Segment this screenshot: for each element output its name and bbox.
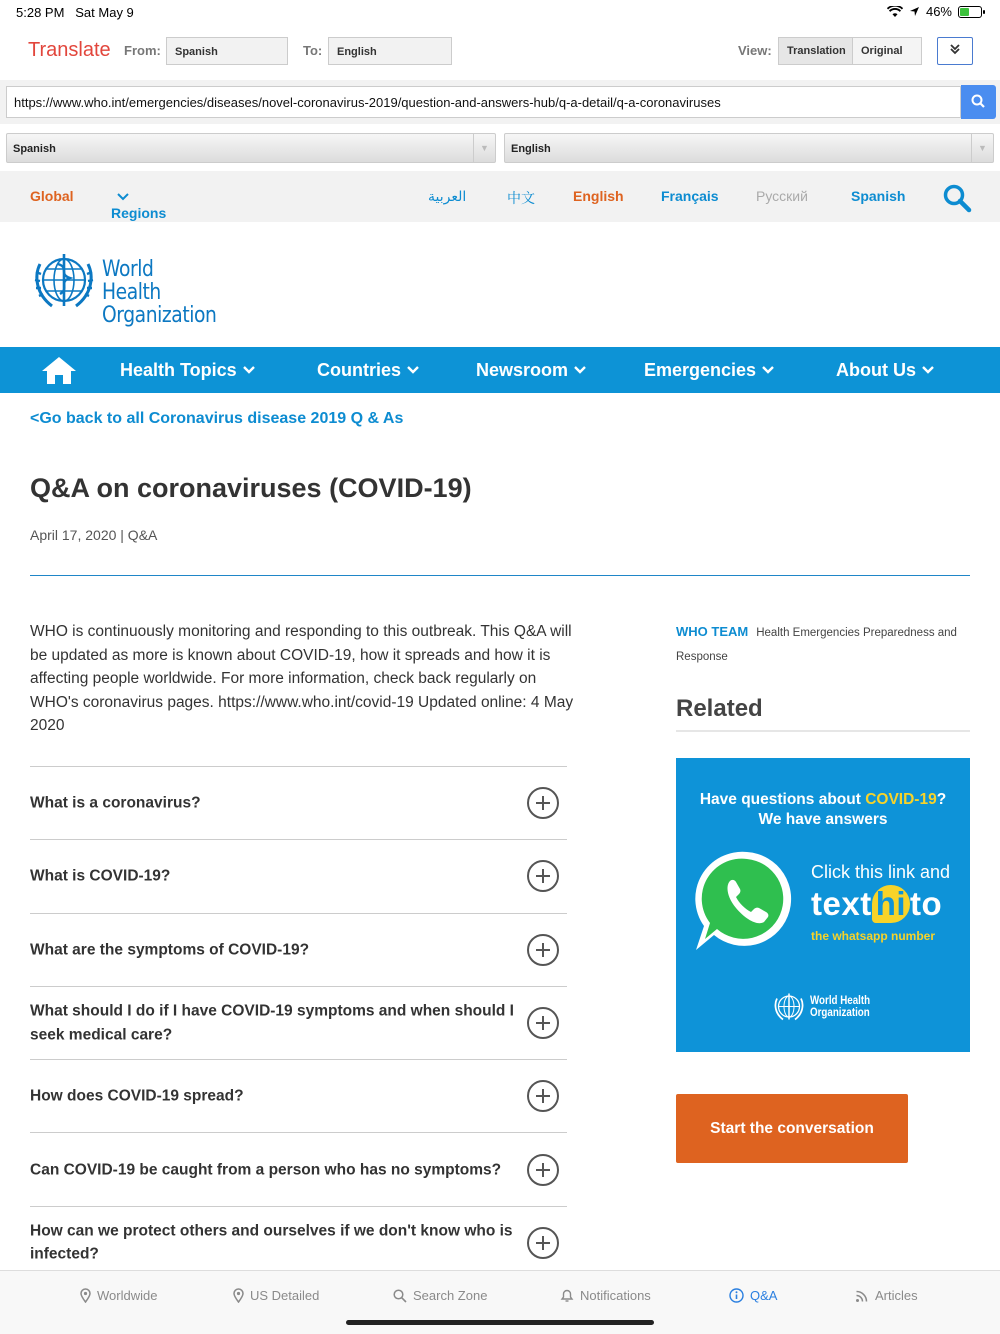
status-date: Sat May 9 (75, 5, 134, 20)
logo-text (102, 258, 216, 327)
nav-countries-label: Countries (317, 360, 402, 380)
chevron-down-icon (922, 366, 934, 374)
qa-item[interactable] (30, 1206, 567, 1279)
tab-worldwide[interactable] (80, 1288, 157, 1303)
qa-item[interactable] (30, 913, 567, 986)
target-language-value: English (511, 143, 551, 155)
bell-icon (560, 1288, 574, 1303)
nav-countries[interactable] (317, 360, 419, 381)
chevron-down-icon: ▼ (473, 134, 495, 162)
article-meta: April 17, 2020 | Q&A (30, 527, 158, 543)
promo-heading (676, 790, 970, 830)
chevron-down-icon (117, 193, 129, 201)
map-pin-icon (233, 1288, 244, 1303)
wifi-icon (887, 6, 903, 18)
promo-q2: We have answers (758, 811, 888, 828)
language-select-row (0, 130, 1000, 166)
location-icon (909, 6, 920, 17)
qa-item[interactable] (30, 986, 567, 1059)
from-language-field[interactable]: Spanish (166, 37, 288, 65)
qa-item[interactable] (30, 1132, 567, 1205)
lang-spanish[interactable]: Spanish (851, 188, 906, 204)
divider (30, 575, 970, 576)
global-link[interactable]: Global (30, 188, 74, 204)
lang-chinese[interactable]: 中文 (507, 190, 535, 206)
promo-text-word: text (811, 885, 872, 922)
expand-plus-icon[interactable] (527, 1154, 559, 1186)
nav-newsroom-label: Newsroom (476, 360, 569, 380)
info-icon (729, 1288, 744, 1303)
promo-number-text: the whatsapp number (811, 929, 936, 943)
chevron-down-icon (762, 366, 774, 374)
nav-about-us-label: About Us (836, 360, 916, 380)
who-emblem-icon (772, 991, 806, 1023)
qa-question: What are the symptoms of COVID-19? (30, 940, 310, 958)
promo-logo-text (810, 995, 870, 1019)
status-time-text: 5:28 PM (16, 5, 65, 20)
tab-worldwide-label: Worldwide (97, 1288, 158, 1303)
expand-plus-icon[interactable] (527, 860, 559, 892)
tab-qa[interactable] (729, 1288, 777, 1303)
rss-icon (855, 1289, 869, 1303)
chevron-down-icon (574, 366, 586, 374)
view-original-button[interactable]: Original (852, 37, 922, 65)
chevron-down-icon: ▼ (971, 134, 993, 162)
qa-item[interactable] (30, 1059, 567, 1132)
nav-about-us[interactable] (836, 360, 934, 381)
back-link[interactable]: <Go back to all Coronavirus disease 2019 Q & As (30, 410, 404, 427)
view-translation-button[interactable]: Translation (778, 37, 853, 65)
start-conversation-button[interactable]: Start the conversation (676, 1094, 908, 1163)
collapse-toolbar-button[interactable] (937, 37, 973, 65)
tab-search-zone[interactable] (393, 1288, 487, 1303)
translate-bar (0, 26, 1000, 78)
whatsapp-icon (692, 846, 802, 956)
qa-question: How does COVID-19 spread? (30, 1087, 244, 1105)
battery-percent: 46% (925, 4, 952, 19)
map-pin-icon (80, 1288, 91, 1303)
promo-q-highlight: COVID-19 (865, 791, 937, 808)
view-label: View: (738, 43, 772, 58)
regions-label: Regions (111, 205, 167, 221)
lang-arabic[interactable]: العربية (428, 188, 467, 204)
nav-newsroom[interactable] (476, 360, 586, 381)
to-label: To: (303, 43, 323, 58)
translate-title: Translate (28, 39, 111, 61)
lang-french[interactable]: Français (661, 188, 719, 204)
source-language-select[interactable] (6, 133, 496, 163)
tab-notifications[interactable] (560, 1288, 651, 1303)
promo-logo-line2: Organization (810, 1007, 870, 1019)
double-chevron-down-icon (949, 43, 961, 55)
logo-line2: Organization (102, 303, 217, 328)
who-team (676, 620, 976, 669)
from-label: From: (124, 43, 161, 58)
qa-item[interactable] (30, 839, 567, 912)
home-icon[interactable] (40, 355, 78, 385)
who-logo[interactable] (30, 250, 230, 328)
hi-bubble: hi (872, 885, 910, 923)
tab-us-detailed-label: US Detailed (250, 1288, 320, 1303)
status-right (887, 4, 982, 19)
qa-question: What should I do if I have COVID-19 symptoms and when should I seek medical care? (30, 1002, 514, 1044)
lang-russian[interactable]: Русский (756, 188, 808, 204)
who-emblem-icon (30, 250, 98, 312)
tab-articles-label: Articles (875, 1288, 918, 1303)
regions-dropdown[interactable] (111, 188, 167, 221)
nav-emergencies[interactable] (644, 360, 774, 381)
nav-emergencies-label: Emergencies (644, 360, 757, 380)
home-indicator (346, 1320, 654, 1325)
status-time (16, 5, 134, 20)
url-row (0, 80, 1000, 124)
lang-english[interactable]: English (573, 188, 624, 204)
divider (676, 730, 970, 732)
team-label: WHO TEAM (676, 624, 749, 639)
target-language-select[interactable] (504, 133, 994, 163)
qa-question: What is COVID-19? (30, 867, 171, 885)
logo-line1: World Health (102, 257, 161, 305)
whatsapp-promo-banner[interactable] (676, 758, 970, 1052)
tab-articles[interactable] (855, 1288, 918, 1303)
promo-q-post: ? (936, 791, 947, 808)
tab-us-detailed[interactable] (233, 1288, 319, 1303)
promo-logo-line1: World Health (810, 995, 871, 1007)
page-title: Q&A on coronaviruses (COVID-19) (30, 473, 472, 503)
qa-question: What is a coronavirus? (30, 794, 201, 812)
qa-question: Can COVID-19 be caught from a person who has no symptoms? (30, 1160, 502, 1178)
main-nav (0, 347, 1000, 393)
qa-item[interactable] (30, 766, 567, 839)
expand-plus-icon[interactable] (527, 1007, 559, 1039)
qa-list (30, 766, 567, 1279)
expand-plus-icon[interactable] (527, 1080, 559, 1112)
url-search-button[interactable] (961, 85, 996, 119)
who-top-strip (0, 171, 1000, 222)
promo-to-word: to (910, 885, 943, 922)
source-language-value: Spanish (13, 143, 56, 155)
search-icon[interactable] (942, 183, 972, 213)
related-heading: Related (676, 695, 763, 722)
nav-health-topics-label: Health Topics (120, 360, 237, 380)
intro-paragraph: WHO is continuously monitoring and responding to this outbreak. This Q&A will be updated as more is known about COVID-19, how it spreads and how it is affecting people worldwide. For more information, check back regularly on WHO's coronavirus pages. https://www.who.int/covid-19 Updated online: 4 May 2020 (30, 623, 574, 734)
promo-q-pre: Have questions about (699, 791, 866, 808)
chevron-down-icon (243, 366, 255, 374)
to-language-field[interactable]: English (328, 37, 452, 65)
chevron-down-icon (407, 366, 419, 374)
tab-notifications-label: Notifications (580, 1288, 651, 1303)
expand-plus-icon[interactable] (527, 934, 559, 966)
search-icon (961, 85, 996, 119)
qa-question: How can we protect others and ourselves if we don't know who is infected? (30, 1222, 513, 1263)
tab-search-zone-label: Search Zone (413, 1288, 488, 1303)
promo-who-logo (772, 991, 882, 1025)
expand-plus-icon[interactable] (527, 787, 559, 819)
search-icon (393, 1289, 407, 1303)
expand-plus-icon[interactable] (527, 1227, 559, 1259)
status-bar (0, 0, 1000, 24)
url-input[interactable]: https://www.who.int/emergencies/diseases/novel-coronavirus-2019/question-and-answers-hub/q-a-detail/q-a-coronaviruses (6, 86, 961, 118)
tab-qa-label: Q&A (750, 1288, 778, 1303)
team-name[interactable]: Health Emergencies Preparedness and Response (676, 627, 957, 663)
promo-text-hi (811, 885, 942, 923)
promo-click-text: Click this link and (811, 862, 951, 882)
nav-health-topics[interactable] (120, 360, 255, 381)
battery-icon (958, 6, 982, 18)
